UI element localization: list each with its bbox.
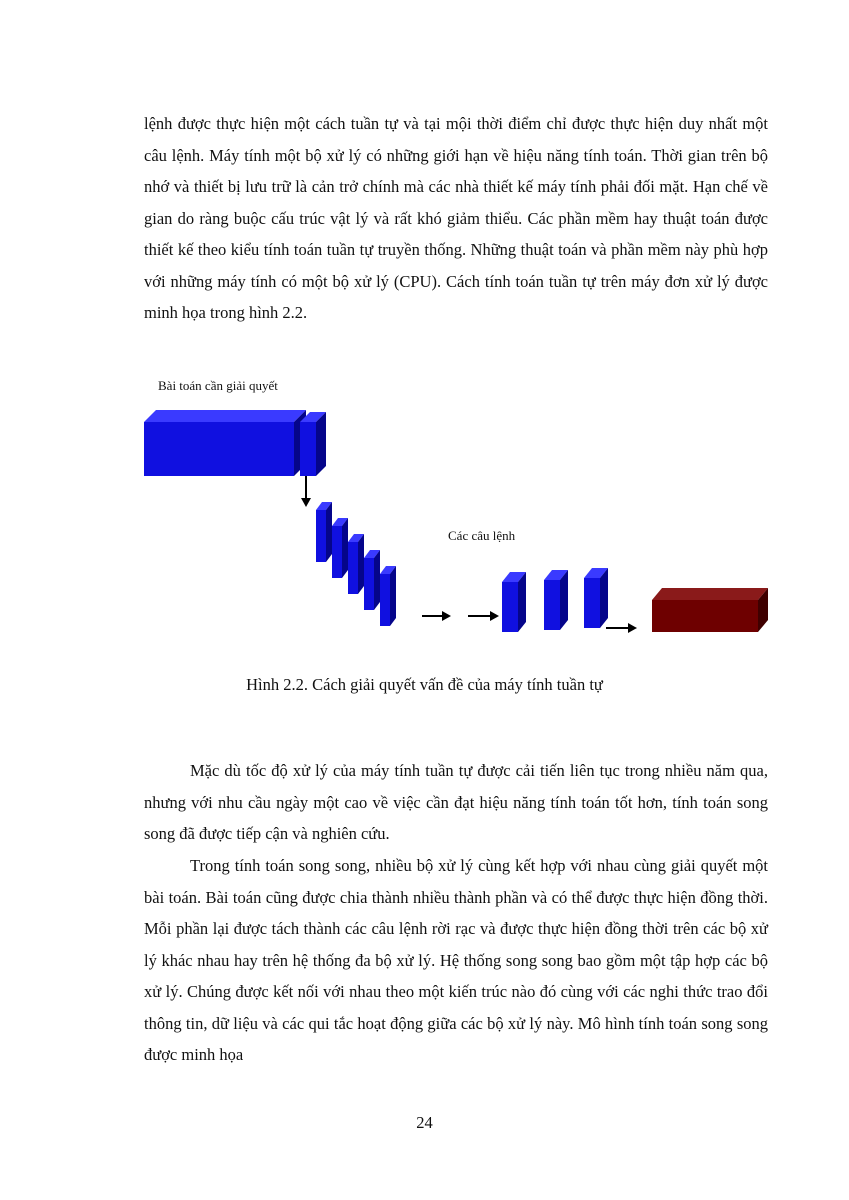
instruction-block-1 bbox=[502, 572, 526, 632]
cascade-block-1 bbox=[316, 502, 332, 562]
cascade-block-4 bbox=[364, 550, 380, 610]
instruction-block-2 bbox=[544, 570, 568, 630]
result-block bbox=[652, 588, 768, 632]
problem-block bbox=[144, 410, 306, 476]
page-number: 24 bbox=[416, 1113, 433, 1132]
paragraph-1: lệnh được thực hiện một cách tuần tự và tại mội thời điểm chỉ được thực hiện duy nhất một câu lệnh. Máy tính một bộ xử lý có những giới hạn về hiệu năng tính toán. Thời gian trên bộ nhớ và thiết bị lưu trữ là cản trở chính mà các nhà thiết kế máy tính phải đối mặt. Hạn chế về gian do ràng buộc cấu trúc vật lý và rất khó giảm thiểu. Các phần mềm hay thuật toán được thiết kế theo kiểu tính toán tuần tự truyền thống. Những thuật toán và phần mềm này phù hợp với những máy tính có một bộ xử lý (CPU). Cách tính toán tuần tự trên máy đơn xử lý được minh họa trong hình 2.2. bbox=[144, 114, 768, 322]
instructions-label: Các câu lệnh bbox=[448, 528, 516, 543]
figure-2-2 bbox=[140, 370, 780, 640]
figure-caption: Hình 2.2. Cách giải quyết vấn đề của máy tính tuần tự bbox=[246, 675, 603, 694]
paragraph-2: Mặc dù tốc độ xử lý của máy tính tuần tự được cải tiến liên tục trong nhiều năm qua, nhưng với nhu cầu ngày một cao về việc cần đạt hiệu năng tính toán tốt hơn, tính toán song song đã được tiếp cận và nghiên cứu. bbox=[144, 761, 768, 843]
problem-label: Bài toán cần giải quyết bbox=[158, 378, 278, 393]
right-arrow-3 bbox=[606, 623, 637, 633]
down-arrow bbox=[301, 476, 311, 507]
right-arrow-2 bbox=[468, 611, 499, 621]
paragraph-3: Trong tính toán song song, nhiều bộ xử lý cùng kết hợp với nhau cùng giải quyết một bài toán. Bài toán cũng được chia thành nhiều thành phần và có thể được thực hiện đồng thời. Mỗi phần lại được tách thành các câu lệnh rời rạc và được thực hiện đồng thời trên các bộ xử lý khác nhau hay trên hệ thống đa bộ xử lý. Hệ thống song song bao gồm một tập hợp các bộ xử lý. Chúng được kết nối với nhau theo một kiến trúc nào đó cùng với các nghi thức trao đổi thông tin, dữ liệu và các qui tắc hoạt động giữa các bộ xử lý này. Mô hình tính toán song song được minh họa bbox=[144, 856, 768, 1064]
instruction-block-3 bbox=[584, 568, 608, 628]
cascade-block-3 bbox=[348, 534, 364, 594]
right-arrow-1 bbox=[422, 611, 451, 621]
sequential-processing-diagram bbox=[140, 370, 780, 640]
problem-slice bbox=[300, 412, 326, 476]
cascade-block-2 bbox=[332, 518, 348, 578]
cascade-blocks bbox=[316, 502, 396, 626]
cascade-block-5 bbox=[380, 566, 396, 626]
